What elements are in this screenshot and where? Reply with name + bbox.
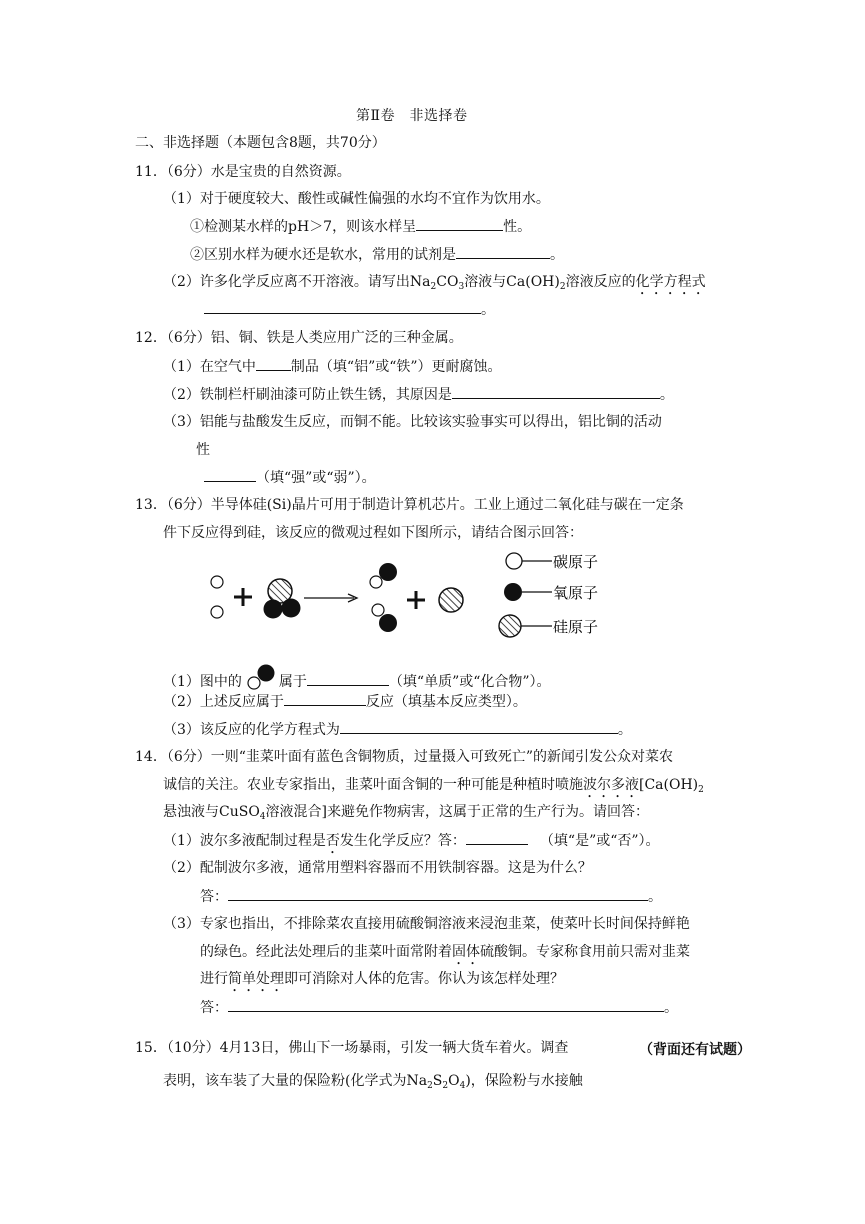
silicon-atom-product xyxy=(439,588,463,612)
q14-part3: （3）专家也指出，不排除菜农直接用硫酸铜溶液来浸泡韭菜，使菜叶长时间保持鲜艳 xyxy=(163,916,690,932)
q12-part3: （3）铝能与盐酸发生反应，而铜不能。比较该实验事实可以得出，铝比铜的活动 xyxy=(163,414,662,430)
q11-part1: （1）对于硬度较大、酸性或碱性偏强的水均不宜作为饮用水。 xyxy=(163,191,550,207)
q13-part3-tail: 。 xyxy=(617,722,632,738)
oxygen-atom-product-1 xyxy=(379,563,397,581)
q15-text-b: S xyxy=(432,1073,443,1089)
q13-part2-tail: 反应（填基本反应类型）。 xyxy=(365,694,527,710)
q11-blank-3[interactable] xyxy=(204,300,481,314)
q12-part1 xyxy=(163,357,502,376)
q13-part2-text: （2）上述反应属于 xyxy=(163,694,284,710)
section-title: 第Ⅱ卷 非选择卷 xyxy=(356,108,468,124)
plus-sign-2 xyxy=(407,591,425,609)
q14-blank-2[interactable] xyxy=(228,887,648,901)
q15-sub-3: 4 xyxy=(459,1081,466,1091)
q14-answer-label-1: 答： xyxy=(200,889,228,905)
q14-sub-2: 4 xyxy=(259,812,266,822)
q14-stem-3-text-a: 悬浊液与CuSO xyxy=(163,804,260,820)
q11-part2-text-d: 溶液反应的 xyxy=(565,274,636,290)
legend-oxygen-icon xyxy=(504,583,522,601)
q12-stem: 12．（6分）铝、铜、铁是人类应用广泛的三种金属。 xyxy=(135,330,463,346)
q14-part1-text-a: （1）波尔多液配制过程是 xyxy=(163,833,326,849)
q15-text-c: O xyxy=(448,1073,460,1089)
q14-part3-line3 xyxy=(200,970,564,995)
q14-part1-hint: （填“是”或“否”）。 xyxy=(539,833,660,849)
q14-part3-text-c: 进行 xyxy=(200,971,228,987)
q13-blank-1[interactable] xyxy=(307,672,389,686)
q14-stem: 14．（6分）一则“韭菜叶面有蓝色含铜物质，过量摄入可致死亡”的新闻引发公众对菜农 xyxy=(135,749,674,765)
q14-part1 xyxy=(163,831,660,857)
q13-part1-mid: 属于 xyxy=(278,674,307,690)
q13-part1-text: （1）图中的 xyxy=(163,674,242,690)
q13-stem: 13．（6分）半导体硅(Si)晶片可用于制造计算机芯片。工业上通过二氧化硅与碳在一定条 xyxy=(135,497,684,513)
q11-part2-text-c: 溶液与Ca(OH) xyxy=(464,274,560,290)
oxygen-atom-product-2 xyxy=(379,614,397,632)
q15-sub-1: 2 xyxy=(427,1081,433,1091)
q14-part1-text-b: 发生化学反应？答： xyxy=(339,833,466,849)
q14-stem-3-text-b: 溶液混合]来避免作物病害，这属于正常的生产行为。请回答： xyxy=(265,804,649,820)
oxygen-atom-reactant-1 xyxy=(264,600,283,619)
legend-carbon-icon xyxy=(506,553,522,569)
q14-part3-text-d: 即可消除对人体的危害。你认为该怎样处理？ xyxy=(284,971,564,987)
q14-emphasis-3: 固体 xyxy=(452,944,480,960)
q11-stem: 11．（6分）水是宝贵的自然资源。 xyxy=(135,164,351,180)
q14-stem-3 xyxy=(163,803,649,821)
section-heading: 二、非选择题（本题包含8题，共70分） xyxy=(135,135,386,151)
q11-part1a-tail: 性。 xyxy=(503,219,532,235)
carbon-atom-reactant-2 xyxy=(211,606,223,618)
q13-part1-tail: （填“单质”或“化合物”）。 xyxy=(388,674,551,690)
q11-period: 。 xyxy=(481,302,495,318)
carbon-atom-reactant-1 xyxy=(211,576,223,588)
q13-part3-text: （3）该反应的化学方程式为 xyxy=(163,722,340,738)
continued-note: （背面还有试题） xyxy=(639,1042,751,1058)
q11-part2-text-b: CO xyxy=(436,274,459,290)
q11-part1b xyxy=(190,245,564,264)
q12-part2-tail: 。 xyxy=(659,387,674,403)
q14-emphasis-2: 否 xyxy=(325,833,340,849)
q15-stem: 15．（10分）4月13日，佛山下一场暴雨，引发一辆大货车着火。调查 xyxy=(135,1040,569,1056)
q14-part3-text-a: 的绿色。经此法处理后的韭菜叶面常附着 xyxy=(200,944,452,960)
legend-oxygen-label: 氧原子 xyxy=(553,584,599,602)
q14-answer-label-2: 答： xyxy=(200,1000,228,1016)
q12-part3-hint: （填“强”或“弱”）。 xyxy=(256,470,376,486)
q12-part2 xyxy=(163,385,674,404)
q11-sub-2: 3 xyxy=(458,282,465,292)
q11-emphasis: 化学方程式 xyxy=(635,274,706,290)
q14-part3-text-b: 硫酸铜。专家称食用前只需对韭菜 xyxy=(480,944,690,960)
q14-sub-1: 2 xyxy=(698,785,704,795)
q14-stem-2-text: 诚信的关注。农业专家指出，韭菜叶面含铜的一种可能是种植时喷施 xyxy=(163,777,583,793)
q15-stem-2 xyxy=(163,1072,583,1090)
legend-silicon-label: 硅原子 xyxy=(553,618,599,636)
q14-part2-answer xyxy=(200,887,662,906)
q14-emphasis-4: 简单处理 xyxy=(228,971,284,987)
q13-blank-2[interactable] xyxy=(284,692,366,706)
q11-part1a xyxy=(190,217,531,236)
q13-stem-2: 件下反应得到硅，该反应的微观过程如下图所示，请结合图示回答： xyxy=(163,525,583,541)
q13-blank-3[interactable] xyxy=(340,720,618,734)
q12-part2-text: （2）铁制栏杆刷油漆可防止铁生锈，其原因是 xyxy=(163,387,452,403)
q11-sub-1: 2 xyxy=(430,282,437,292)
q12-blank-2[interactable] xyxy=(452,385,660,399)
q14-blank-3[interactable] xyxy=(228,998,664,1012)
q12-part3-fill xyxy=(204,468,376,487)
q14-part3-line2 xyxy=(200,943,690,968)
q12-blank-1[interactable] xyxy=(256,357,291,371)
legend-silicon-icon xyxy=(499,615,521,637)
q14-blank-1[interactable] xyxy=(466,831,528,845)
q13-part2 xyxy=(163,692,527,711)
q15-text-a: 表明，该车装了大量的保险粉(化学式为Na xyxy=(163,1073,428,1089)
q14-stem-2-formula: [Ca(OH) xyxy=(639,777,699,793)
q13-part3 xyxy=(163,720,632,739)
q12-part1-text: （1）在空气中 xyxy=(163,359,256,375)
q14-part2: （2）配制波尔多液，通常用塑料容器而不用铁制容器。这是为什么？ xyxy=(163,860,592,876)
q14-period-2: 。 xyxy=(664,1000,678,1016)
q14-stem-2 xyxy=(163,776,704,801)
q11-blank-1[interactable] xyxy=(416,217,503,231)
q11-part2 xyxy=(163,273,706,298)
q11-part1b-tail: 。 xyxy=(550,247,564,263)
legend-carbon-label: 碳原子 xyxy=(553,553,599,571)
q14-part3-answer xyxy=(200,998,678,1017)
q12-part3-cont: 性 xyxy=(196,442,210,458)
q13-part1 xyxy=(163,664,551,692)
q14-period-1: 。 xyxy=(648,889,662,905)
q14-emphasis-1: 波尔多液 xyxy=(583,777,639,793)
plus-sign-1 xyxy=(234,588,252,606)
q15-text-d: )，保险粉与水接触 xyxy=(465,1073,583,1089)
q15-sub-2: 2 xyxy=(442,1081,449,1091)
carbon-atom-product-2 xyxy=(372,604,384,616)
q11-sub-3: 2 xyxy=(559,282,566,292)
oxygen-atom-reactant-2 xyxy=(282,599,301,618)
q11-answer-line xyxy=(204,300,495,319)
q12-part1-tail: 制品（填“铝”或“铁”）更耐腐蚀。 xyxy=(290,359,502,375)
q12-blank-3[interactable] xyxy=(204,468,256,482)
q11-part1a-text: ①检测某水样的pH＞7，则该水样呈 xyxy=(190,219,417,235)
q11-blank-2[interactable] xyxy=(456,245,550,259)
q11-part2-text-a: （2）许多化学反应离不开溶液。请写出Na xyxy=(163,274,431,290)
carbon-atom-product-1 xyxy=(370,576,382,588)
co-molecule-icon xyxy=(244,664,276,692)
q11-part1b-text: ②区别水样为硬水还是软水，常用的试剂是 xyxy=(190,247,456,263)
reaction-diagram xyxy=(200,548,840,648)
